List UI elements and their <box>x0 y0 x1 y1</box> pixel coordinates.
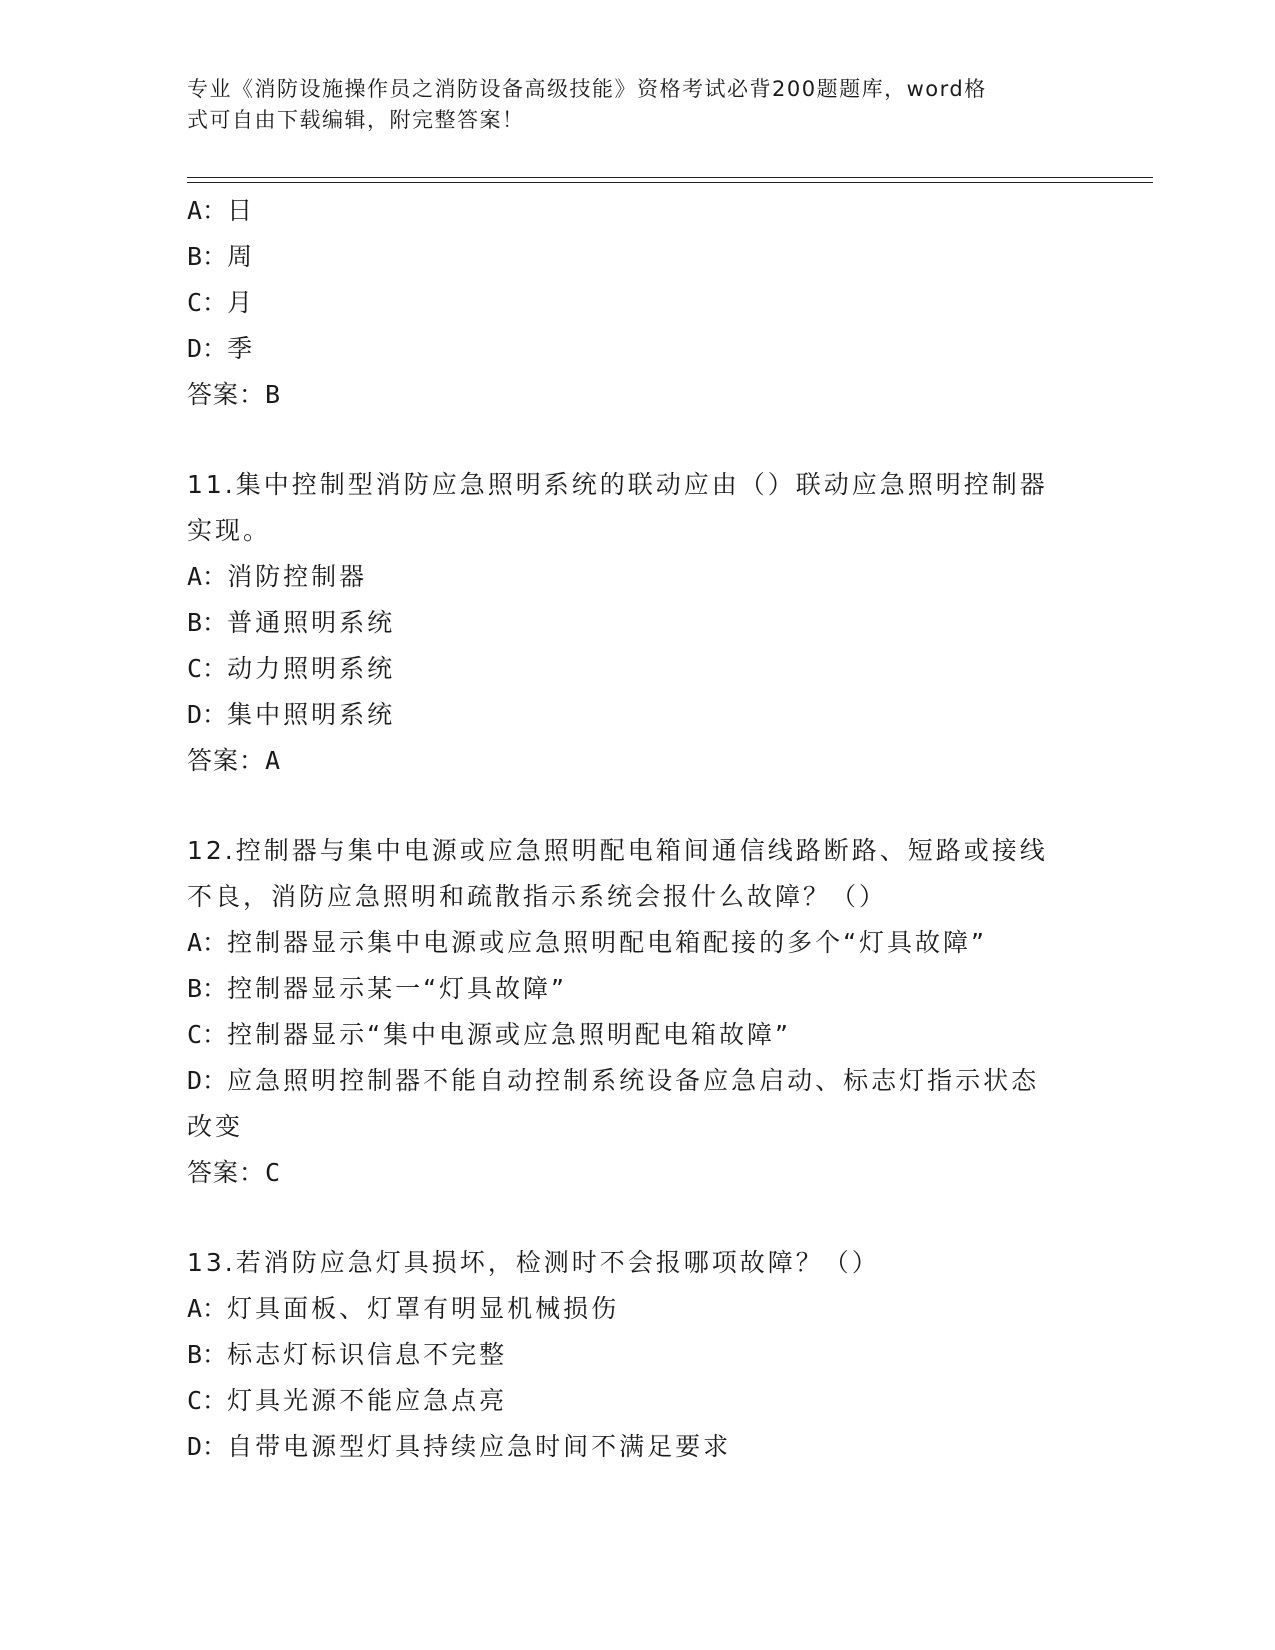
answer: 答案：B <box>187 380 282 409</box>
option-d: D：自带电源型灯具持续应急时间不满足要求 <box>187 1432 732 1461</box>
option-a: A：消防控制器 <box>187 562 368 591</box>
question-text-line-1: 13.若消防应急灯具损坏，检测时不会报哪项故障？（） <box>187 1248 880 1277</box>
option-a: A：日 <box>187 196 256 225</box>
option-d-continued: 改变 <box>187 1112 244 1141</box>
option-a: A：控制器显示集中电源或应急照明配电箱配接的多个“灯具故障” <box>187 928 987 957</box>
option-b: B：周 <box>187 242 256 271</box>
question-12 <box>187 828 1087 1196</box>
question-content <box>187 188 1087 1470</box>
option-b: B：标志灯标识信息不完整 <box>187 1340 508 1369</box>
option-b: B：普通照明系统 <box>187 608 396 637</box>
option-d: D：季 <box>187 334 256 363</box>
answer: 答案：A <box>187 746 282 775</box>
option-d: D：应急照明控制器不能自动控制系统设备应急启动、标志灯指示状态 <box>187 1066 1040 1095</box>
question-13 <box>187 1240 1087 1470</box>
option-c: C：动力照明系统 <box>187 654 396 683</box>
option-b: B：控制器显示某一“灯具故障” <box>187 974 567 1003</box>
question-text-line-2: 不良，消防应急照明和疏散指示系统会报什么故障？（） <box>187 882 888 911</box>
answer: 答案：C <box>187 1158 282 1187</box>
option-a: A：灯具面板、灯罩有明显机械损伤 <box>187 1294 620 1323</box>
question-text-line-1: 12.控制器与集中电源或应急照明配电箱间通信线路断路、短路或接线 <box>187 836 1048 865</box>
question-text-line-1: 11.集中控制型消防应急照明系统的联动应由（）联动应急照明控制器 <box>187 470 1048 499</box>
option-c: C：控制器显示“集中电源或应急照明配电箱故障” <box>187 1020 791 1049</box>
header-line-2: 式可自由下载编辑，附完整答案！ <box>187 108 525 132</box>
header-divider-top <box>187 177 1153 178</box>
question-prev <box>187 188 1087 418</box>
question-11 <box>187 462 1087 784</box>
option-d: D：集中照明系统 <box>187 700 396 729</box>
question-text-line-2: 实现。 <box>187 516 272 545</box>
document-header <box>187 74 1067 136</box>
option-c: C：灯具光源不能应急点亮 <box>187 1386 508 1415</box>
header-divider-bottom <box>187 182 1153 183</box>
header-line-1: 专业《消防设施操作员之消防设备高级技能》资格考试必背200题题库，word格 <box>187 77 987 101</box>
option-c: C：月 <box>187 288 256 317</box>
